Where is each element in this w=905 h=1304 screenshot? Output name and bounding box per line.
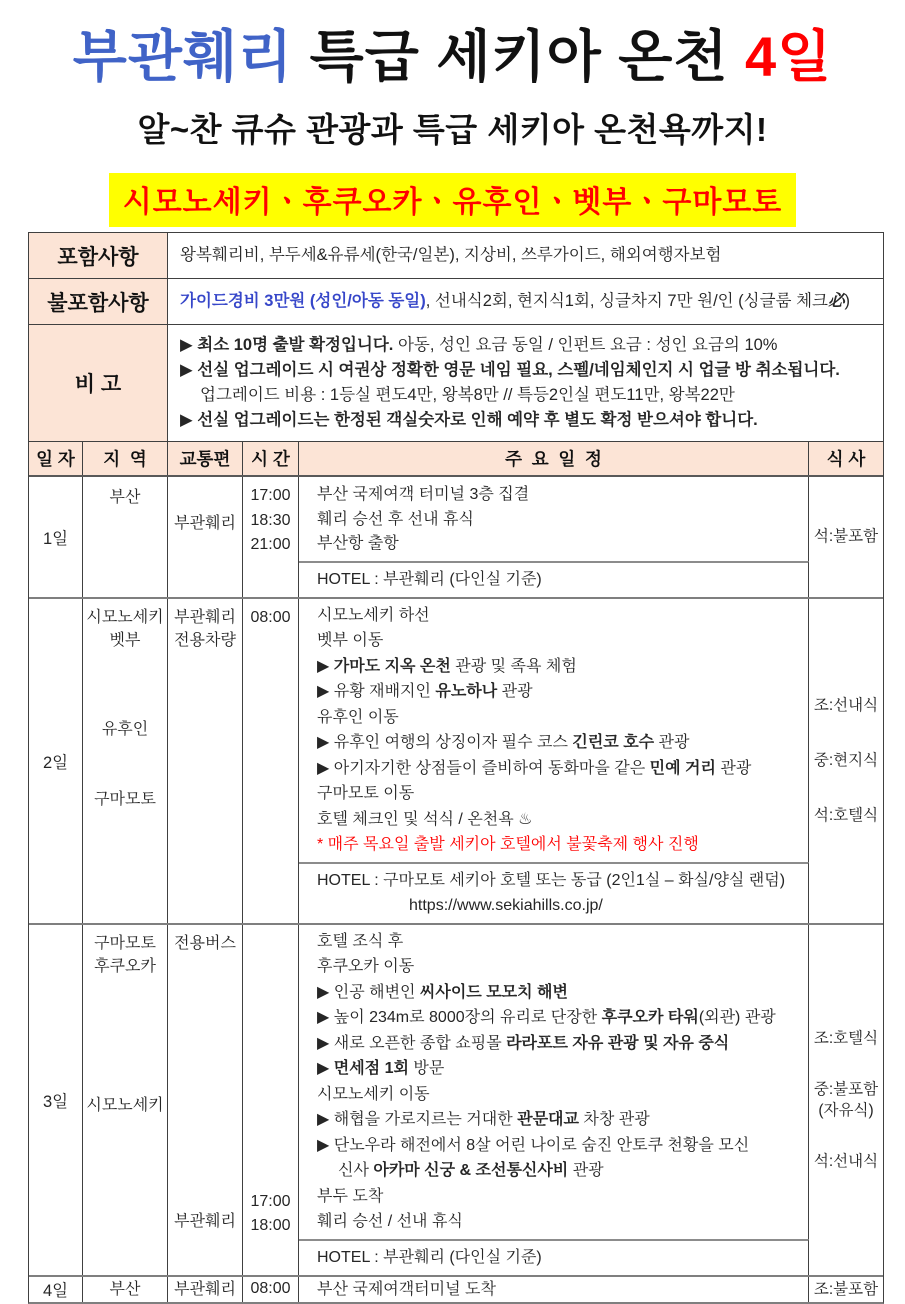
text-segment: ▶: [180, 411, 198, 429]
schedule-line: [317, 954, 800, 980]
schedule-line: [317, 832, 800, 858]
text-segment: 부산 국제여객 터미널 3층 집결: [317, 486, 530, 503]
region-group: [94, 788, 156, 811]
text-segment: ▶: [317, 657, 334, 675]
text-segment: 민예 거리: [649, 759, 716, 777]
time-label: 21:00: [250, 536, 291, 553]
text-segment: 벳부 이동: [317, 632, 384, 649]
note-line: [180, 408, 871, 433]
day-cell: 3일: [29, 925, 83, 1275]
meal-cell: [809, 477, 883, 597]
time-label: 08:00: [250, 1280, 291, 1297]
text-segment: ▶ 새로 오픈한 종합 쇼핑몰: [317, 1034, 507, 1052]
text-segment: ▶ 유황 재배지인: [317, 683, 436, 700]
meal-group: [814, 1151, 878, 1172]
schedule-col-header: 지 역: [83, 442, 168, 475]
transport-label: 전용차량: [174, 631, 236, 649]
region-label: 부산: [109, 1280, 141, 1298]
transport-label: 부관훼리: [174, 515, 236, 532]
excluded-row: [29, 279, 883, 325]
region-group: [86, 606, 163, 652]
text-segment: 라라포트 자유 관광 및 자유 중식: [506, 1034, 730, 1052]
schedule-col-header: 교통편: [168, 442, 243, 475]
day-row: [29, 597, 883, 923]
schedule-line: [317, 929, 800, 955]
excluded-label: 불포함사항: [29, 279, 168, 324]
note-line: [180, 383, 871, 408]
itinerary-cell: [299, 477, 809, 561]
text-segment: 후쿠오카 이동: [317, 958, 415, 975]
text-segment: * 매주 목요일 출발 세키아 호텔에서 불꽃축제 행사 진행: [317, 836, 699, 853]
time-label: 18:30: [250, 511, 291, 529]
text-segment: 관광: [654, 734, 690, 751]
included-label: 포함사항: [29, 233, 168, 278]
schedule-line: [317, 628, 800, 654]
region-group: [102, 718, 148, 741]
meal-label: 조:불포함: [813, 1280, 879, 1298]
text-segment: 관광: [715, 759, 752, 777]
text-segment: 신사: [338, 1162, 374, 1179]
text-segment: ▶ 유후인 여행의 상징이자 필수 코스: [317, 734, 573, 751]
text-segment: 아카마 신궁 & 조선통신사비: [373, 1162, 569, 1179]
text-segment: 방문: [408, 1060, 445, 1077]
day-row: [29, 477, 883, 597]
transport-label: 부관훼리: [174, 1280, 236, 1298]
region-label: 벳부: [109, 631, 141, 649]
region-group: [94, 932, 156, 978]
note-line: [180, 333, 871, 358]
itinerary-table: [28, 232, 884, 1304]
region-cell: [83, 1277, 168, 1303]
text-segment: 아동, 성인 요금 동일 / 인펀트 요금 : 성인 요금의 10%: [393, 336, 778, 354]
time-cell: [243, 925, 299, 1275]
itinerary-cell: [299, 1277, 809, 1303]
time-label: 18:00: [250, 1217, 291, 1234]
day-row: [29, 1275, 883, 1303]
region-label: 후쿠오카: [94, 957, 156, 975]
page-title: [0, 26, 905, 88]
schedule-line: [317, 1031, 800, 1057]
region-label: 부산: [109, 489, 141, 506]
text-segment: 가이드경비 3만원 (성인/아동 동일): [180, 292, 426, 310]
transport-cell: [168, 1277, 243, 1303]
text-segment: 가마도 지옥 온천: [333, 657, 451, 675]
meal-group: [814, 805, 878, 826]
text-segment: ▶ 아기자기한 상점들이 즐비하여 동화마을 같은: [317, 759, 650, 777]
schedule-line: [317, 1005, 800, 1031]
meal-label: 석:불포함: [813, 528, 879, 546]
hotel-line: HOTEL : 구마모토 세키아 호텔 또는 동급 (2인1실 – 화실/양실 랜덤): [317, 871, 786, 889]
time-group: [250, 606, 290, 631]
text-segment: ): [844, 292, 850, 310]
transport-group: [174, 606, 236, 652]
schedule-line: [317, 1056, 800, 1082]
title-duration: 4일: [745, 25, 833, 88]
text-segment: 긴린코 호수: [572, 734, 655, 751]
schedule-line: [317, 1107, 800, 1133]
region-label: 시모노세키: [86, 608, 164, 626]
title-tour-name: 특급 세키아 온천: [293, 25, 746, 88]
text-segment: ▶ 단노우라 해전에서 8살 어린 나이로 숨진 안토쿠 천황을 모신: [317, 1136, 750, 1154]
schedule-line: [317, 1209, 800, 1235]
text-segment: 훼리 승선 / 선내 휴식: [317, 1213, 463, 1230]
transport-group: [174, 932, 236, 955]
meal-label: (자유식): [818, 1101, 874, 1119]
time-group: [250, 484, 290, 558]
meal-label: 조:호텔식: [813, 1029, 879, 1047]
itinerary-cell: [299, 925, 809, 1239]
region-group: [110, 486, 141, 509]
day-cell: 2일: [29, 599, 83, 923]
text-segment: (외관) 관광: [698, 1009, 776, 1026]
text-segment: 면세점 1회: [333, 1060, 409, 1077]
text-segment: 선실 업그레이드 시 여권상 정확한 영문 네임 필요, 스펠/네임체인지 시 업글 방 취소됩니다.: [197, 361, 840, 379]
transport-cell: [168, 925, 243, 1275]
schedule-header-row: [29, 442, 883, 477]
hotel-cell: [299, 561, 809, 597]
transport-group: [174, 1278, 236, 1301]
schedule-line: [317, 603, 800, 629]
time-cell: [243, 477, 299, 597]
text-segment: 구마모토 이동: [317, 785, 415, 802]
time-label: 17:00: [250, 487, 291, 504]
day-cell: 1일: [29, 477, 83, 597]
hotel-cell: [299, 862, 809, 923]
day-row: [29, 923, 883, 1275]
region-group: [86, 1094, 163, 1117]
text-segment: ▶ 높이 234m로 8000장의 유리로 단장한: [317, 1009, 602, 1026]
meal-group: [814, 750, 878, 771]
text-segment: 선실 업그레이드는 한정된 객실숫자로 인해 예약 후 별도 확정 받으셔야 합니다.: [197, 411, 758, 429]
itinerary-cell: [299, 599, 809, 862]
notes-row: [29, 325, 883, 442]
schedule-line: [317, 756, 800, 782]
meal-group: [814, 1079, 878, 1121]
region-group: [110, 1278, 141, 1301]
meal-group: [814, 526, 878, 547]
meal-group: [814, 1028, 878, 1049]
text-segment: 부두 도착: [317, 1187, 384, 1205]
schedule-line: [317, 807, 800, 833]
schedule-line: [317, 1277, 800, 1303]
text-segment: 최소 10명 출발 확정입니다.: [197, 336, 394, 354]
meal-label: 석:선내식: [813, 1152, 879, 1170]
note-line: [180, 358, 871, 383]
transport-label: 전용버스: [174, 934, 236, 952]
text-segment: 시모노세키 하선: [317, 606, 430, 624]
schedule-line: [317, 705, 800, 731]
schedule-line: [317, 781, 800, 807]
included-content: 왕복훼리비, 부두세&유류세(한국/일본), 지상비, 쓰루가이드, 해외여행자보험: [180, 246, 722, 264]
text-segment: 관광: [568, 1162, 604, 1179]
text-segment: 차창 관광: [578, 1111, 650, 1128]
text-segment: 관광 및 족욕 체험: [450, 657, 577, 675]
text-segment: 유후인 이동: [317, 708, 399, 726]
title-block: [0, 0, 905, 227]
schedule-line: [317, 508, 800, 533]
title-ferry-name: 부관훼리: [72, 25, 294, 88]
schedule-line: [317, 980, 800, 1006]
schedule-line: [317, 1184, 800, 1210]
text-segment: 업그레이드 비용 : 1등실 편도4만, 왕복8만 // 특등2인실 편도11만, 왕복22만: [200, 386, 735, 404]
text-segment: , 선내식2회, 현지식1회, 싱글차지 7만 원/인 (싱글룸 체크: [425, 292, 828, 310]
meal-label: 중:현지식: [813, 752, 879, 769]
schedule-col-header: 식 사: [826, 449, 866, 469]
schedule-line: [317, 532, 800, 557]
schedule-col-header: 시 간: [243, 442, 299, 475]
meal-label: 석:호텔식: [813, 807, 879, 824]
transport-group: [174, 1210, 236, 1233]
time-group: [250, 1277, 290, 1302]
region-label: 구마모토: [94, 790, 156, 808]
notes-content: [168, 325, 883, 441]
hotel-line: HOTEL : 부관훼리 (다인실 기준): [317, 570, 542, 588]
text-segment: 훼리 승선 후 선내 휴식: [317, 510, 474, 528]
text-segment: ▶: [180, 336, 198, 354]
schedule-line: [317, 654, 800, 680]
schedule-line: [317, 483, 800, 508]
text-segment: 호텔 체크인 및 석식 / 온천욕 ♨: [317, 810, 533, 828]
time-cell: [243, 599, 299, 923]
hotel-url: https://www.sekiahills.co.jp/: [409, 896, 603, 914]
region-cell: [83, 925, 168, 1275]
schedule-line: [317, 1082, 800, 1108]
schedule-line: [317, 1133, 800, 1159]
transport-label: 부관훼리: [174, 1212, 236, 1230]
route-highlight: 시모노세키ㆍ후쿠오카ㆍ유후인ㆍ벳부ㆍ구마모토: [109, 173, 797, 227]
text-segment: 시모노세키 이동: [317, 1085, 430, 1103]
subtitle: 알~찬 큐슈 관광과 특급 세키아 온천욕까지!: [137, 110, 768, 148]
meal-cell: [809, 925, 883, 1275]
text-segment: 후쿠오카 타워: [601, 1009, 699, 1026]
notes-label: 비 고: [29, 325, 168, 441]
meal-cell: [809, 1277, 883, 1303]
day-cell: 4일: [29, 1277, 83, 1303]
text-segment: 관광: [497, 683, 533, 700]
time-cell: [243, 1277, 299, 1303]
text-segment: 부산 국제여객터미널 도착: [317, 1280, 496, 1298]
region-label: 유후인: [101, 720, 149, 738]
transport-group: [174, 512, 236, 535]
meal-group: [814, 695, 878, 716]
meal-label: 조:선내식: [813, 697, 879, 714]
text-segment: ▶: [317, 1060, 334, 1077]
text-segment: ▶ 해협을 가로지르는 거대한: [317, 1111, 518, 1128]
text-segment: 씨사이드 모모치 해변: [419, 983, 568, 1001]
region-label: 시모노세키: [86, 1096, 164, 1114]
route-strip-wrap: [0, 151, 905, 227]
text-segment: 호텔 조식 후: [317, 932, 404, 950]
meal-group: [814, 1279, 878, 1300]
text-segment: ▶: [180, 361, 198, 379]
excluded-content: [168, 279, 883, 324]
included-row: [29, 233, 883, 279]
text-segment: 관문대교: [517, 1111, 579, 1128]
schedule-line: [317, 730, 800, 756]
time-group: [250, 1190, 290, 1239]
transport-cell: [168, 477, 243, 597]
text-segment: 必: [827, 292, 845, 310]
meal-cell: [809, 599, 883, 923]
transport-cell: [168, 599, 243, 923]
schedule-line: [317, 1158, 800, 1184]
text-segment: ▶ 인공 해변인: [317, 983, 420, 1001]
region-cell: [83, 599, 168, 923]
schedule-days: [29, 477, 883, 1302]
schedule-line: [317, 679, 800, 705]
schedule-col-header: 주 요 일 정: [299, 442, 809, 475]
meal-label: 중:불포함: [813, 1080, 879, 1098]
region-cell: [83, 477, 168, 597]
region-label: 구마모토: [94, 934, 156, 952]
transport-label: 부관훼리: [174, 608, 236, 626]
hotel-cell: [299, 1239, 809, 1275]
hotel-line: HOTEL : 부관훼리 (다인실 기준): [317, 1248, 542, 1266]
time-label: 17:00: [250, 1192, 291, 1210]
text-segment: 부산항 출항: [317, 535, 399, 552]
time-label: 08:00: [250, 608, 291, 626]
text-segment: 유노하나: [435, 683, 498, 700]
schedule-col-header: 일 자: [29, 442, 83, 475]
